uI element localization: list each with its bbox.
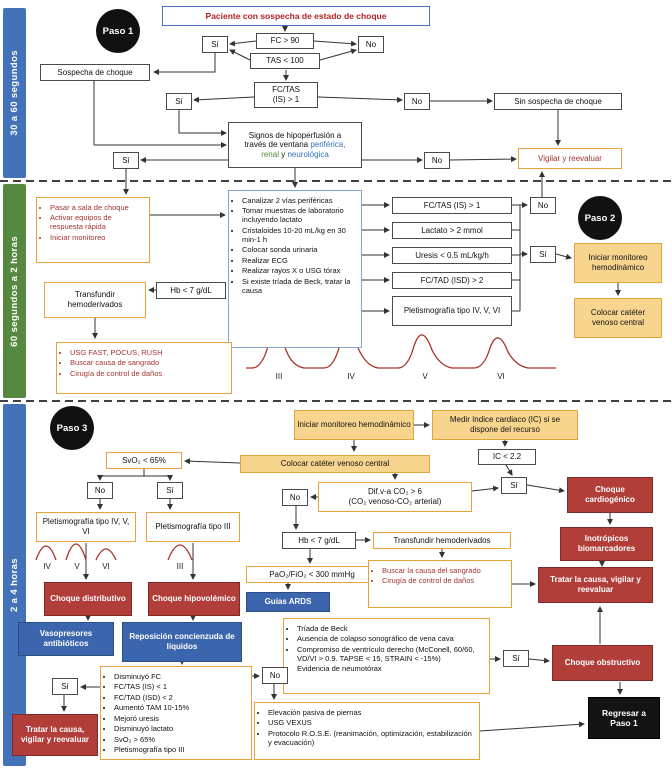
bullet-item: • Compromiso de ventrículo derecho (McConell, 60/60, VD/VI > 0.9. TAPSE < 15, STRAIN < -15%) xyxy=(297,645,486,663)
bullet-item: • USG FAST, POCUS, RUSH xyxy=(70,348,228,357)
phase-band-30-60s: 30 a 60 segundos xyxy=(3,8,26,178)
hemoglobin-criterion-box: Hb < 7 g/dL xyxy=(156,282,226,299)
decision-no-co2-gap: No xyxy=(282,489,308,506)
transfuse-blood-products-box-2: Transfundir hemoderivados xyxy=(373,532,511,549)
decision-yes-svo2: Sí xyxy=(157,482,183,499)
cardiogenic-shock-box: Choque cardiogénico xyxy=(567,477,653,513)
bullet-item: • FC/TAS (IS) < 1 xyxy=(114,682,248,691)
bullet-item: • Pasar a sala de choque xyxy=(50,203,146,212)
bullet-item: • FC/TAD (ISD) < 2 xyxy=(114,693,248,702)
shock-room-actions-box xyxy=(36,197,150,263)
rescue-maneuvers-box xyxy=(254,702,480,760)
plethysmography-456-box: Pletismografía tipo IV, V, VI xyxy=(36,512,136,542)
criterion-lactate: Lactato > 2 mmol xyxy=(392,222,512,239)
bullet-item: • USG VEXUS xyxy=(268,718,476,727)
criterion-shock-index: FC/TAS (IS) > 1 xyxy=(392,197,512,214)
co2-gap-criterion-box: Dif.v-a CO₂ > 6 (CO₂ venoso-CO₂ arterial) xyxy=(318,482,472,512)
bullet-item: • Cristaloides 10-20 mL/kg en 30 min-1 h xyxy=(242,226,358,244)
bullet-item: • Activar equipos de respuesta rápida xyxy=(50,213,146,231)
start-hemodynamic-monitoring-box: Iniciar monitoreo hemodinámico xyxy=(574,243,662,283)
criterion-urine-output: Uresis < 0.5 mL/kg/h xyxy=(392,247,512,264)
step-2-badge: Paso 2 xyxy=(578,196,622,240)
cardiac-index-criterion-box: IC < 2.2 xyxy=(478,449,536,465)
monitor-reassess-box: Vigilar y reevaluar xyxy=(518,148,622,169)
shock-index-box: FC/TAS (IS) > 1 xyxy=(254,82,318,108)
step-1-badge: Paso 1 xyxy=(96,9,140,53)
obstructive-shock-box: Choque obstructivo xyxy=(552,645,653,681)
bullet-item: • Aumentó TAM 10-15% xyxy=(114,703,248,712)
bullet-item: • Realizar rayos X o USG tórax xyxy=(242,266,358,275)
bullet-item: • Tomar muestras de laboratorio incluyendo lactato xyxy=(242,206,358,224)
criterion-diastolic-shock-index: FC/TAD (ISD) > 2 xyxy=(392,272,512,289)
bullet-item: • Evidencia de neumotórax xyxy=(297,664,486,673)
treat-monitor-reassess-right-box: Tratar la causa, vigilar y reevaluar xyxy=(538,567,653,603)
distributive-shock-box: Choque distributivo xyxy=(44,582,132,616)
bullet-item: • Si existe tríada de Beck, tratar la causa xyxy=(242,277,358,295)
phase-band-60s-2h: 60 segundos a 2 horas xyxy=(3,184,26,398)
ards-guidelines-box: Guías ARDS xyxy=(246,592,330,612)
initial-interventions-box xyxy=(228,190,362,348)
waveform-label-v-2: V xyxy=(74,562,80,571)
bullet-item: • Disminuyó lactato xyxy=(114,724,248,733)
bullet-item: • Cirugía de control de daños xyxy=(382,576,508,585)
suspected-shock-box: Sospecha de choque xyxy=(40,64,150,81)
vasopressors-antibiotics-box: Vasopresores antibióticos xyxy=(18,622,114,656)
patient-suspected-shock-title: Paciente con sospecha de estado de choque xyxy=(162,6,430,26)
improvement-checklist-box xyxy=(100,666,252,760)
peripheral-window-label: periférica, xyxy=(310,140,346,150)
decision-yes-vitals: Sí xyxy=(202,36,228,53)
bleeding-cause-actions-box xyxy=(368,560,512,608)
decision-no-criteria: No xyxy=(530,197,556,214)
phase-band-2-4h: 2 a 4 horas xyxy=(3,404,26,766)
step-3-badge: Paso 3 xyxy=(50,406,94,450)
bullet-item: • Protocolo R.O.S.E. (reanimación, optimización, estabilización y evacuación) xyxy=(268,729,476,747)
bullet-item: • Colocar sonda urinaria xyxy=(242,245,358,254)
decision-yes-criteria: Sí xyxy=(530,246,556,263)
decision-no-shock-index: No xyxy=(404,93,430,110)
svo2-criterion-box: SvO₂ < 65% xyxy=(106,452,182,469)
waveform-label-v: V xyxy=(422,372,428,381)
bullet-item: • Realizar ECG xyxy=(242,256,358,265)
measure-cardiac-index-box: Medir índice cardiaco (IC) si se dispone del recurso xyxy=(432,410,578,440)
waveform-label-vi: VI xyxy=(497,372,505,381)
bullet-item: • Pletismografía tipo III xyxy=(114,745,248,754)
bullet-item: • Iniciar monitoreo xyxy=(50,233,146,242)
fluid-resuscitation-box: Reposición concienzuda de líquidos xyxy=(122,622,242,662)
waveform-label-iii: III xyxy=(275,372,283,381)
return-to-step-1-box: Regresar a Paso 1 xyxy=(588,697,660,739)
obstructive-findings-box xyxy=(283,618,490,694)
decision-yes-obstructive: Sí xyxy=(503,650,529,667)
plethysmography-3-box: Pletismografía tipo III xyxy=(146,512,240,542)
bullet-item: • Disminuyó FC xyxy=(114,672,248,681)
inotropes-biomarkers-box: Inotrópicos biomarcadores xyxy=(560,527,653,561)
bullet-item: • Buscar la causa del sangrado xyxy=(382,566,508,575)
start-hemodynamic-monitoring-box-2: Iniciar monitoreo hemodinámico xyxy=(294,410,414,440)
decision-yes-hypoperfusion: Sí xyxy=(113,152,139,169)
decision-yes-co2-gap: Sí xyxy=(501,477,527,494)
hemoglobin-criterion-box-2: Hb < 7 g/dL xyxy=(282,532,356,549)
bullet-item: • Canalizar 2 vías periféricas xyxy=(242,196,358,205)
decision-no-hypoperfusion: No xyxy=(424,152,450,169)
central-venous-catheter-box: Colocar catéter venoso central xyxy=(574,298,662,338)
hypovolemic-shock-box: Choque hipovolémico xyxy=(148,582,240,616)
hypoperfusion-signs-box: Signos de hipoperfusión a través de ventana periférica, renal y neurológica xyxy=(228,122,362,168)
decision-yes-shock-index: Sí xyxy=(166,93,192,110)
bullet-item: • Cirugía de control de daños xyxy=(70,369,228,378)
bullet-item: • Elevación pasiva de piernas xyxy=(268,708,476,717)
transfuse-blood-products-box: Transfundir hemoderivados xyxy=(44,282,146,318)
bullet-item: • Buscar causa de sangrado xyxy=(70,358,228,367)
bullet-item: • Tríada de Beck xyxy=(297,624,486,633)
neuro-window-label: neurológica xyxy=(287,149,329,159)
sbp-criterion-box: TAS < 100 xyxy=(250,53,320,69)
hr-criterion-box: FC > 90 xyxy=(256,33,314,49)
treat-monitor-reassess-left-box: Tratar la causa, vigilar y reevaluar xyxy=(12,714,98,756)
criterion-plethysmography: Pletismografía tipo IV, V, VI xyxy=(392,296,512,326)
decision-no-svo2: No xyxy=(87,482,113,499)
decision-yes-improved: Sí xyxy=(52,678,78,695)
decision-no-improved: No xyxy=(262,667,288,684)
waveform-label-vi-2: VI xyxy=(102,562,110,571)
pao2-fio2-criterion-box: PaO₂/FiO₂ < 300 mmHg xyxy=(246,566,378,583)
waveform-label-iv-2: IV xyxy=(43,562,51,571)
bullet-item: • Mejoró uresis xyxy=(114,714,248,723)
bullet-item: • SvO₂ > 65% xyxy=(114,735,248,744)
waveform-label-iv: IV xyxy=(347,372,355,381)
decision-no-vitals: No xyxy=(358,36,384,53)
renal-window-label: renal xyxy=(261,149,279,159)
bullet-item: • Ausencia de colapso sonográfico de vena cava xyxy=(297,634,486,643)
ultrasound-bleeding-actions-box xyxy=(56,342,232,394)
no-suspected-shock-box: Sin sospecha de choque xyxy=(494,93,622,110)
waveform-label-iii-2: III xyxy=(176,562,184,571)
central-venous-catheter-box-2: Colocar catéter venoso central xyxy=(240,455,430,473)
